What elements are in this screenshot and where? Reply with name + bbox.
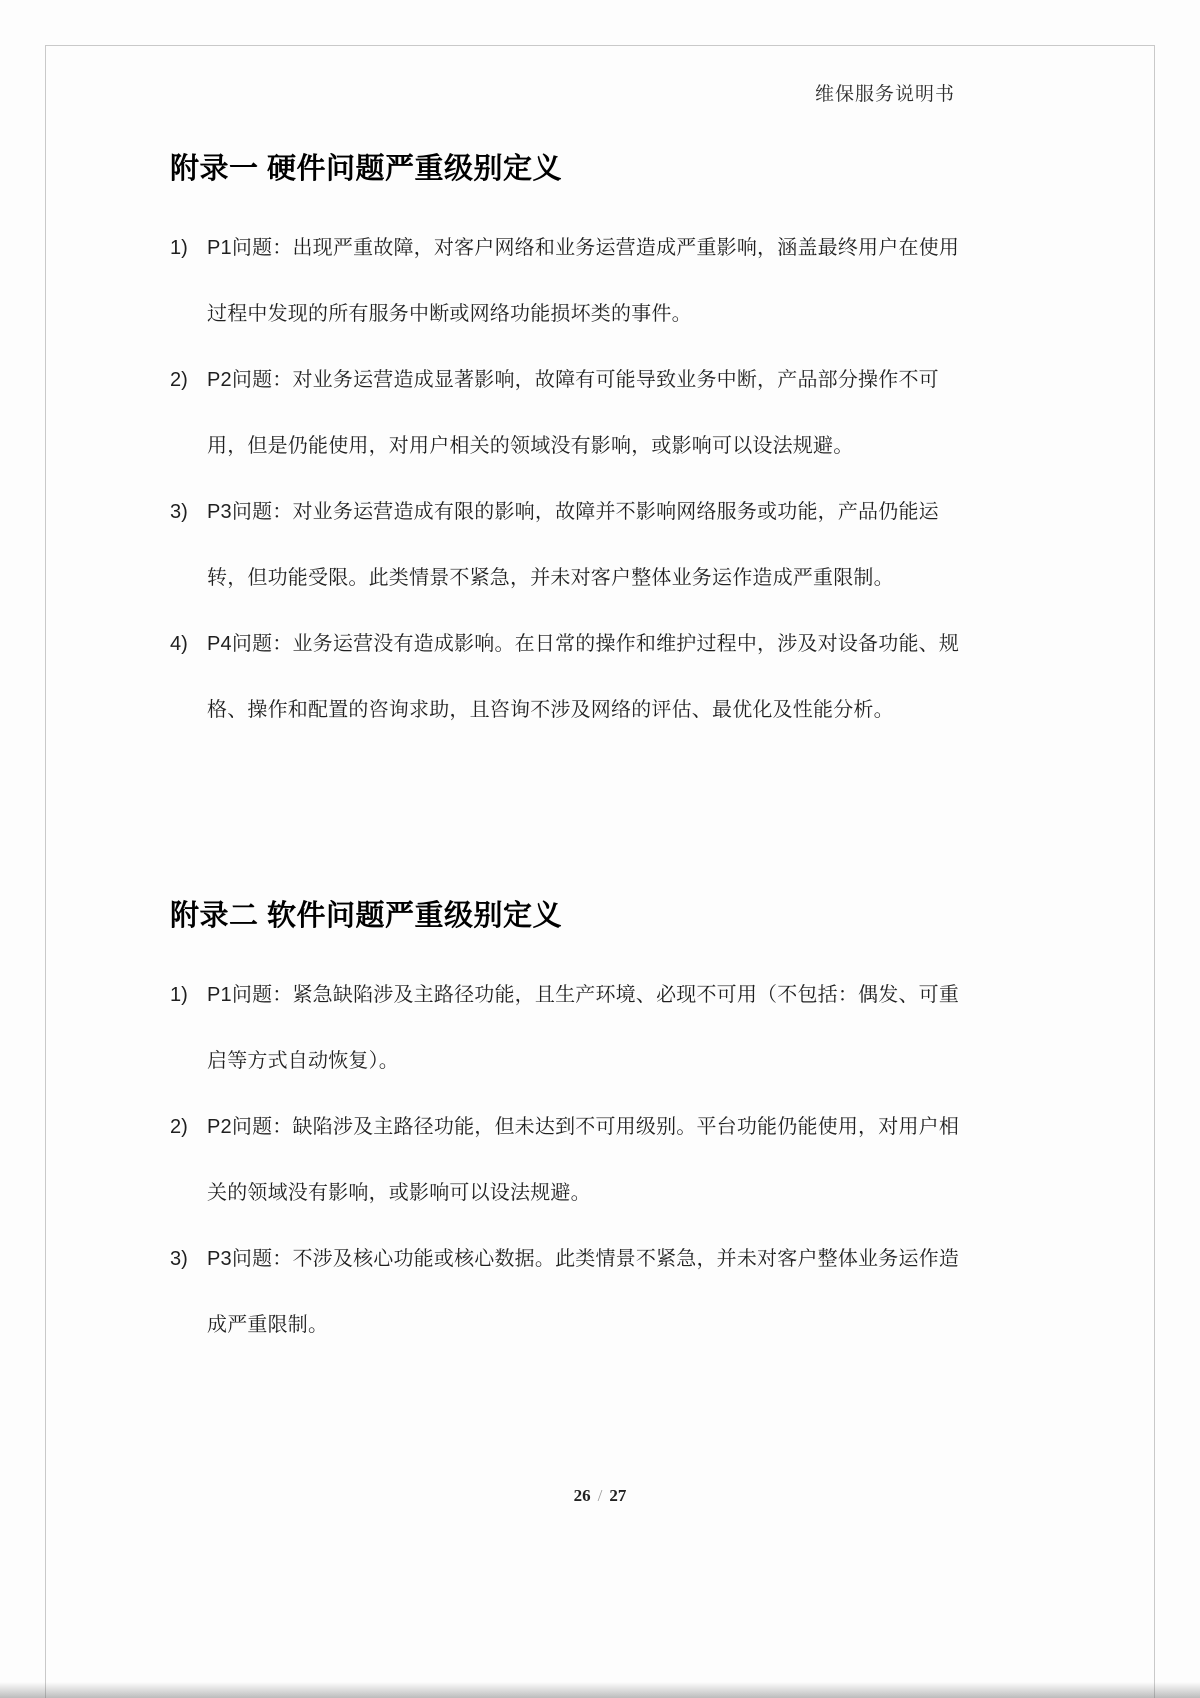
- list-item: [170, 1226, 1145, 1358]
- list-item: [170, 347, 1145, 479]
- list-item-text: P2问题：对业务运营造成显著影响，故障有可能导致业务中断，产品部分操作不可: [207, 369, 939, 391]
- list-item: [170, 479, 1145, 611]
- page-bottom-edge-shadow: [0, 1682, 1200, 1698]
- list-item-text: 转，但功能受限。此类情景不紧急，并未对客户整体业务运作造成严重限制。: [207, 567, 894, 589]
- document-header-title: 维保服务说明书: [814, 84, 955, 105]
- list-item-number: 4): [170, 633, 188, 655]
- list-item-text: P4问题：业务运营没有造成影响。在日常的操作和维护过程中，涉及对设备功能、规: [207, 633, 960, 655]
- list-item: [170, 611, 1145, 743]
- list-item-number: 1): [170, 237, 188, 259]
- list-item-text: P2问题：缺陷涉及主路径功能，但未达到不可用级别。平台功能仍能使用，对用户相: [207, 1116, 960, 1138]
- list-item-text: 成严重限制。: [207, 1314, 329, 1336]
- list-item-text: 过程中发现的所有服务中断或网络功能损坏类的事件。: [207, 303, 692, 325]
- list-item-text: 用，但是仍能使用，对用户相关的领域没有影响，或影响可以设法规避。: [207, 435, 854, 457]
- list-item-number: 2): [170, 369, 188, 391]
- software-severity-list: [170, 962, 1145, 1358]
- page-footer: [0, 1478, 1200, 1514]
- section-title-software: 附录二 软件问题严重级别定义: [170, 900, 563, 932]
- footer-total-pages: 27: [609, 1486, 627, 1505]
- hardware-severity-list: [170, 215, 1145, 743]
- list-item-text: 格、操作和配置的咨询求助，且咨询不涉及网络的评估、最优化及性能分析。: [207, 699, 894, 721]
- list-item-number: 3): [170, 501, 188, 523]
- section-software-severity: [170, 895, 1145, 1358]
- footer-separator: /: [597, 1486, 603, 1505]
- list-item-text: P1问题：出现严重故障，对客户网络和业务运营造成严重影响，涵盖最终用户在使用: [207, 237, 960, 259]
- list-item-number: 1): [170, 984, 188, 1006]
- footer-current-page: 26: [573, 1486, 591, 1505]
- list-item: [170, 1094, 1145, 1226]
- section-hardware-severity: [170, 148, 1145, 743]
- list-item-text: 关的领域没有影响，或影响可以设法规避。: [207, 1182, 591, 1204]
- section-title-hardware: 附录一 硬件问题严重级别定义: [170, 153, 563, 185]
- list-item: [170, 215, 1145, 347]
- list-item-text: 启等方式自动恢复）。: [207, 1050, 399, 1072]
- list-item-number: 3): [170, 1248, 188, 1270]
- list-item: [170, 962, 1145, 1094]
- list-item-text: P3问题：不涉及核心功能或核心数据。此类情景不紧急，并未对客户整体业务运作造: [207, 1248, 960, 1270]
- list-item-text: P3问题：对业务运营造成有限的影响，故障并不影响网络服务或功能，产品仍能运: [207, 501, 939, 523]
- list-item-number: 2): [170, 1116, 188, 1138]
- list-item-text: P1问题：紧急缺陷涉及主路径功能，且生产环境、必现不可用（不包括：偶发、可重: [207, 984, 960, 1006]
